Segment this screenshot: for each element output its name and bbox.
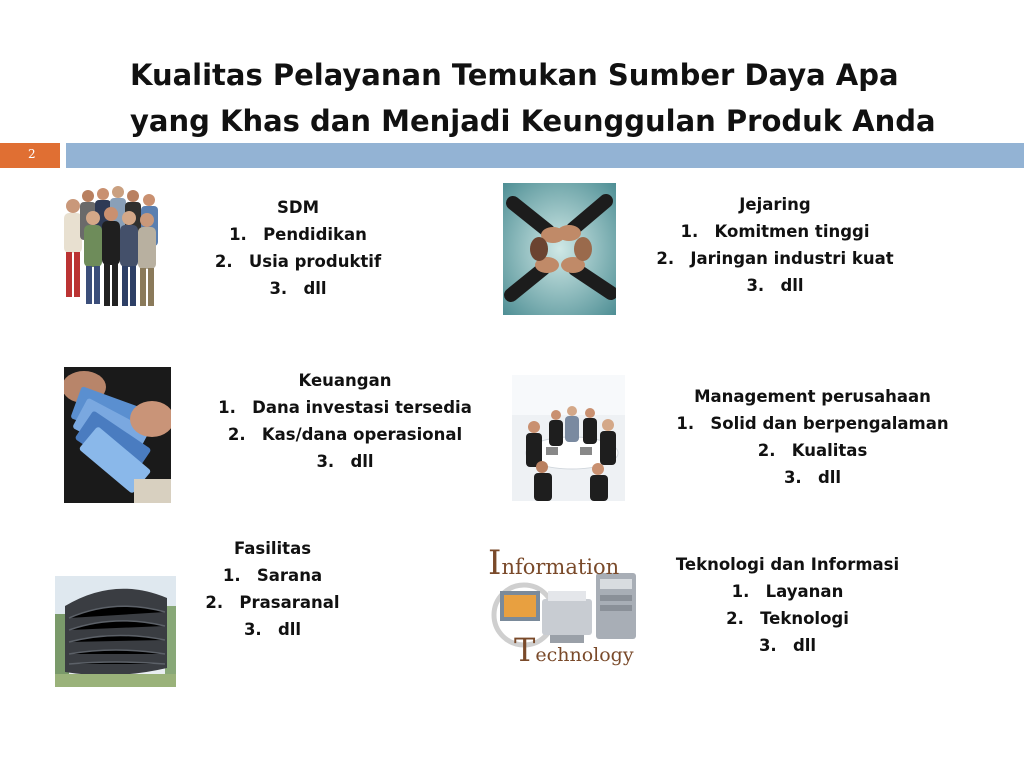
teknologi-list (655, 578, 920, 659)
list-item: 3. dll (243, 620, 302, 639)
money-counting-image (64, 367, 171, 503)
slide-title (130, 52, 1000, 144)
handshake-circle-image (503, 183, 616, 315)
list-item: 1. Komitmen tinggi (680, 222, 870, 241)
list-item: 1. Pendidikan (229, 225, 367, 244)
list-item: 3. dll (783, 468, 842, 487)
slide-number: 2 (0, 143, 60, 168)
list-item: 2. Kualitas (757, 441, 868, 460)
information-technology-logo (486, 543, 641, 667)
building-image (55, 576, 176, 687)
logo-initial-t: T (514, 631, 536, 667)
business-meeting-image (512, 375, 625, 501)
list-item: 1. Layanan (731, 582, 844, 601)
jejaring-list (640, 218, 910, 299)
keuangan-list (205, 394, 485, 475)
logo-word-technology: echnology (535, 644, 634, 666)
list-item: 3. dll (758, 636, 817, 655)
sdm-block (198, 194, 398, 302)
sdm-heading: SDM (277, 198, 319, 217)
list-item: 1. Dana investasi tersedia (218, 398, 472, 417)
list-item: 3. dll (269, 279, 327, 298)
list-item: 1. Solid dan berpengalaman (676, 414, 949, 433)
teknologi-block (655, 551, 920, 659)
people-group-image (55, 182, 167, 312)
list-item: 2. Prasaranal (205, 593, 340, 612)
logo-word-information: nformation (501, 555, 620, 579)
list-item: 3. dll (746, 276, 804, 295)
title-line-2: yang Khas dan Menjadi Keunggulan Produk Anda (130, 104, 936, 138)
jejaring-heading: Jejaring (739, 195, 811, 214)
logo-initial-i: I (488, 543, 502, 583)
list-item: 1. Sarana (222, 566, 323, 585)
list-item: 2. Usia produktif (214, 252, 382, 271)
fasilitas-block (190, 535, 355, 643)
fasilitas-list (190, 562, 355, 643)
jejaring-block (640, 191, 910, 299)
keuangan-block (205, 367, 485, 475)
title-divider-bar (66, 143, 1024, 168)
teknologi-heading: Teknologi dan Informasi (675, 555, 900, 574)
list-item: 2. Jaringan industri kuat (656, 249, 894, 268)
sdm-list (198, 221, 398, 302)
list-item: 3. dll (316, 452, 374, 471)
title-line-1: Kualitas Pelayanan Temukan Sumber Daya Apa (130, 58, 899, 92)
fasilitas-heading: Fasilitas (233, 539, 312, 558)
management-list (660, 410, 965, 491)
management-block (660, 383, 965, 491)
list-item: 2. Kas/dana operasional (227, 425, 463, 444)
keuangan-heading: Keuangan (298, 371, 392, 390)
list-item: 2. Teknologi (726, 609, 849, 628)
management-heading: Management perusahaan (694, 387, 931, 406)
